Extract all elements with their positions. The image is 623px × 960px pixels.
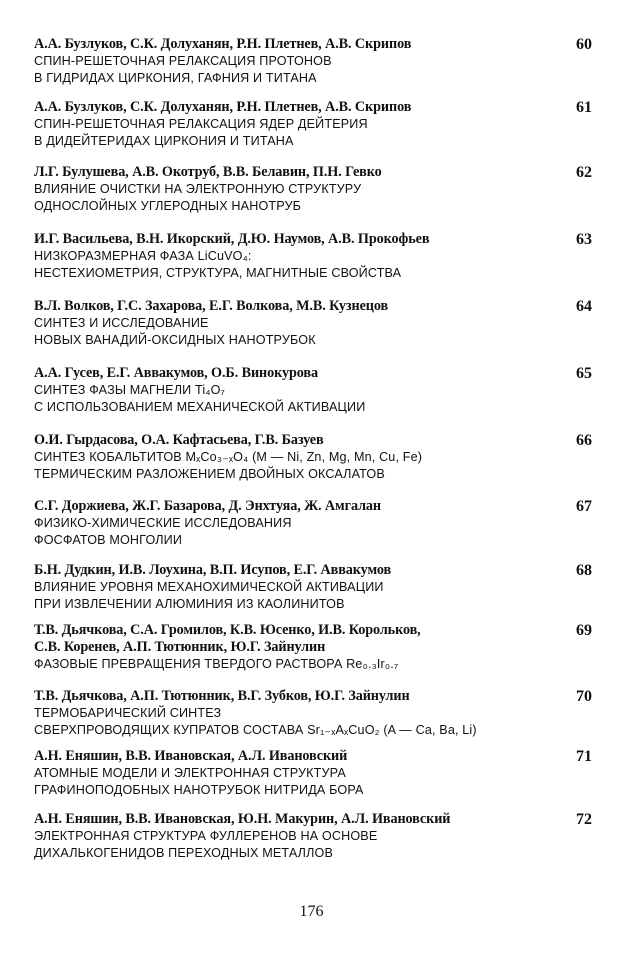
entry-title-line: ВЛИЯНИЕ УРОВНЯ МЕХАНОХИМИЧЕСКОЙ АКТИВАЦИИ: [34, 580, 384, 594]
entry-authors-continued: С.В. Коренев, А.П. Тютюнник, Ю.Г. Зайнулин: [34, 639, 326, 655]
toc-entry: [34, 164, 590, 214]
entry-title-line: СВЕРХПРОВОДЯЩИХ КУПРАТОВ СОСТАВА Sr₁₋ₓAₓCuO₂ (A — Ca, Ba, Li): [34, 722, 477, 737]
entry-authors: И.Г. Васильева, В.Н. Икорский, Д.Ю. Наумов, А.В. Прокофьев: [34, 231, 430, 247]
toc-entry: [34, 231, 590, 281]
entry-authors: Т.В. Дьячкова, А.П. Тютюнник, В.Г. Зубков, Ю.Г. Зайнулин: [34, 688, 410, 704]
entry-page-number: 69: [576, 622, 592, 639]
entry-title-line: СИНТЕЗ КОБАЛЬТИТОВ MₓCo₃₋ₓO₄ (M — Ni, Zn, Mg, Mn, Cu, Fe): [34, 450, 423, 464]
toc-entry: [34, 498, 590, 548]
entry-title-line: В ГИДРИДАХ ЦИРКОНИЯ, ГАФНИЯ И ТИТАНА: [34, 70, 317, 85]
entry-title-line: ФОСФАТОВ МОНГОЛИИ: [34, 532, 183, 547]
toc-entry: [34, 99, 590, 149]
entry-authors: А.А. Бузлуков, С.К. Долуханян, Р.Н. Плетнев, А.В. Скрипов: [34, 99, 412, 115]
toc-entry: [34, 688, 590, 738]
toc-entry: [34, 365, 590, 415]
entry-title-line: ВЛИЯНИЕ ОЧИСТКИ НА ЭЛЕКТРОННУЮ СТРУКТУРУ: [34, 182, 362, 196]
toc-entry: [34, 36, 590, 86]
toc-entry: [34, 432, 590, 482]
entry-title-line: В ДИДЕЙТЕРИДАХ ЦИРКОНИЯ И ТИТАНА: [34, 133, 294, 148]
entry-authors: С.Г. Доржиева, Ж.Г. Базарова, Д. Энхтуяа, Ж. Амгалан: [34, 498, 382, 514]
entry-title-line: СПИН-РЕШЕТОЧНАЯ РЕЛАКСАЦИЯ ЯДЕР ДЕЙТЕРИЯ: [34, 117, 368, 131]
entry-title-line: ДИХАЛЬКОГЕНИДОВ ПЕРЕХОДНЫХ МЕТАЛЛОВ: [34, 845, 334, 860]
entry-title-line: НОВЫХ ВАНАДИЙ-ОКСИДНЫХ НАНОТРУБОК: [34, 332, 316, 347]
entry-title-line: ТЕРМОБАРИЧЕСКИЙ СИНТЕЗ: [34, 706, 222, 720]
toc-entry: [34, 748, 590, 798]
entry-authors: А.А. Гусев, Е.Г. Аввакумов, О.Б. Винокурова: [34, 365, 318, 381]
entry-authors: Б.Н. Дудкин, И.В. Лоухина, В.П. Исупов, Е.Г. Аввакумов: [34, 562, 392, 578]
entry-title-line: АТОМНЫЕ МОДЕЛИ И ЭЛЕКТРОННАЯ СТРУКТУРА: [34, 766, 346, 780]
entry-title-line: С ИСПОЛЬЗОВАНИЕМ МЕХАНИЧЕСКОЙ АКТИВАЦИИ: [34, 399, 366, 414]
entry-authors: В.Л. Волков, Г.С. Захарова, Е.Г. Волкова, М.В. Кузнецов: [34, 298, 389, 314]
entry-page-number: 66: [576, 432, 592, 449]
entry-title-line: ГРАФИНОПОДОБНЫХ НАНОТРУБОК НИТРИДА БОРА: [34, 782, 364, 797]
entry-page-number: 68: [576, 562, 592, 579]
entry-page-number: 62: [576, 164, 592, 181]
entry-title-line: СИНТЕЗ И ИССЛЕДОВАНИЕ: [34, 316, 209, 330]
entry-page-number: 70: [576, 688, 592, 705]
page-number-footer: 176: [299, 903, 324, 920]
entry-title-line: СПИН-РЕШЕТОЧНАЯ РЕЛАКСАЦИЯ ПРОТОНОВ: [34, 54, 332, 68]
toc-entry: [34, 622, 590, 673]
entry-title-line: ФИЗИКО-ХИМИЧЕСКИЕ ИССЛЕДОВАНИЯ: [34, 516, 292, 530]
entry-title-line: ПРИ ИЗВЛЕЧЕНИИ АЛЮМИНИЯ ИЗ КАОЛИНИТОВ: [34, 596, 345, 611]
entry-authors: Л.Г. Булушева, А.В. Окотруб, В.В. Белавин, П.Н. Гевко: [34, 164, 382, 180]
entry-title-line: ЭЛЕКТРОННАЯ СТРУКТУРА ФУЛЛЕРЕНОВ НА ОСНОВЕ: [34, 829, 378, 843]
entry-title-line: СИНТЕЗ ФАЗЫ МАГНЕЛИ Ti₄O₇: [34, 383, 226, 397]
entry-title-line: ОДНОСЛОЙНЫХ УГЛЕРОДНЫХ НАНОТРУБ: [34, 198, 302, 213]
entry-page-number: 67: [576, 498, 592, 515]
entry-title-line: ФАЗОВЫЕ ПРЕВРАЩЕНИЯ ТВЕРДОГО РАСТВОРА Re₀.₃Ir₀.₇: [34, 657, 399, 671]
entry-authors: А.Н. Еняшин, В.В. Ивановская, Ю.Н. Макурин, А.Л. Ивановский: [34, 811, 451, 827]
entry-page-number: 63: [576, 231, 592, 248]
entry-authors: О.И. Гырдасова, О.А. Кафтасьева, Г.В. Базуев: [34, 432, 324, 448]
entry-authors: Т.В. Дьячкова, С.А. Громилов, К.В. Юсенко, И.В. Корольков,: [34, 622, 421, 638]
toc-entry: [34, 811, 590, 861]
entry-page-number: 72: [576, 811, 592, 828]
toc-entry: [34, 298, 590, 348]
toc-entry: [34, 562, 590, 612]
entry-page-number: 65: [576, 365, 592, 382]
entry-authors: А.Н. Еняшин, В.В. Ивановская, А.Л. Ивановский: [34, 748, 348, 764]
entry-page-number: 60: [576, 36, 592, 53]
entry-page-number: 61: [576, 99, 592, 116]
entry-page-number: 71: [576, 748, 592, 765]
entry-title-line: ТЕРМИЧЕСКИМ РАЗЛОЖЕНИЕМ ДВОЙНЫХ ОКСАЛАТОВ: [34, 466, 385, 481]
entry-title-line: НЕСТЕХИОМЕТРИЯ, СТРУКТУРА, МАГНИТНЫЕ СВОЙСТВА: [34, 265, 402, 280]
entry-page-number: 64: [576, 298, 592, 315]
entry-authors: А.А. Бузлуков, С.К. Долуханян, Р.Н. Плетнев, А.В. Скрипов: [34, 36, 412, 52]
entry-title-line: НИЗКОРАЗМЕРНАЯ ФАЗА LiCuVO₄:: [34, 249, 252, 263]
